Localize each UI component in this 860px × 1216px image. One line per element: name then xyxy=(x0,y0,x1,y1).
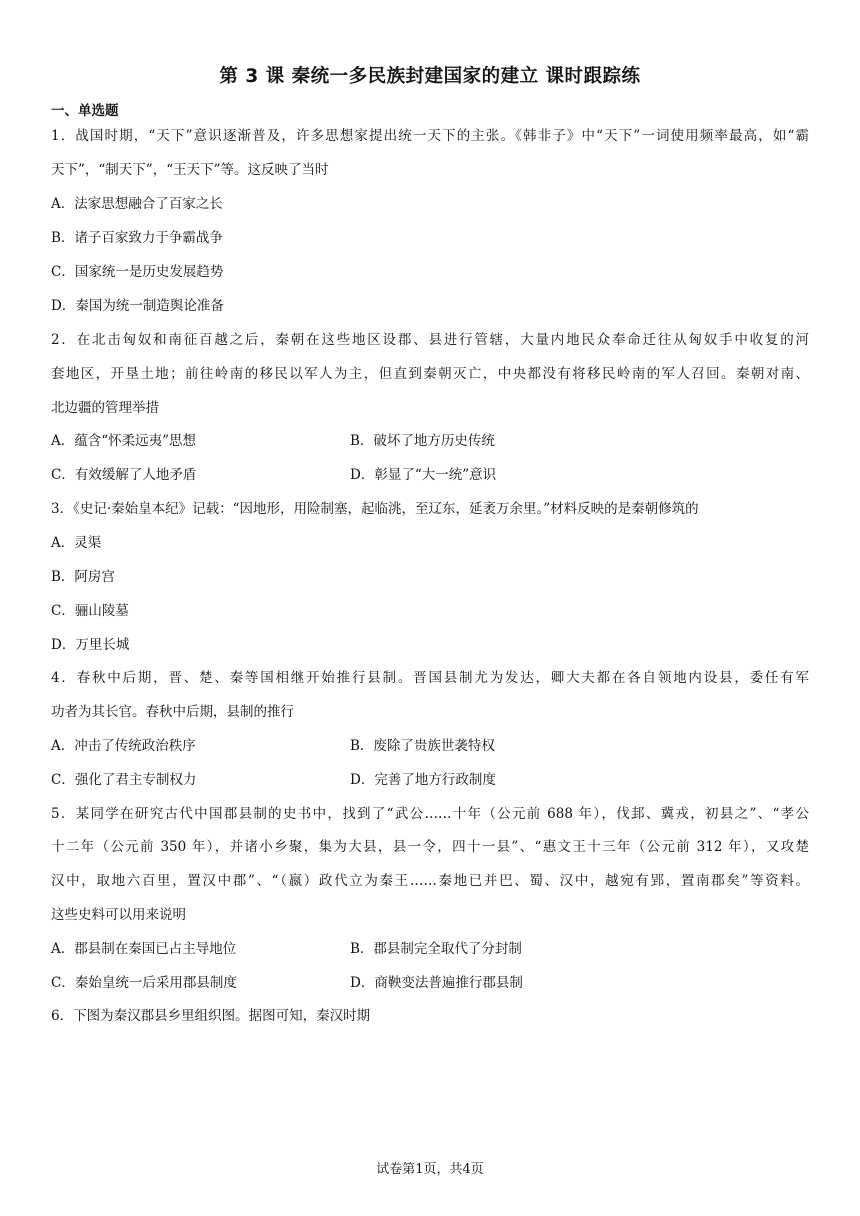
q2-option-d: D．彰显了“大一统”意识 xyxy=(350,467,497,483)
q5-stem-line-4: 这些史料可以用来说明 xyxy=(51,907,186,923)
q1-stem-line-1: 1．战国时期，“天下”意识逐渐普及，许多思想家提出统一天下的主张。《韩非子》中“天下”一词使用频率最高，如“霸 xyxy=(51,128,809,144)
q4-option-c: C．强化了君主专制权力 xyxy=(51,772,197,788)
q4-stem-line-1: 4．春秋中后期，晋、楚、秦等国相继开始推行县制。晋国县制尤为发达，卿大夫都在各自领地内设县，委任有军 xyxy=(51,670,809,686)
q1-option-c: C．国家统一是历史发展趋势 xyxy=(51,264,224,280)
q3-option-c: C．骊山陵墓 xyxy=(51,603,129,619)
page-footer: 试卷第1页，共4页 xyxy=(376,1162,484,1177)
q1-stem-line-2: 天下”，“制天下”，“王天下”等。这反映了当时 xyxy=(51,162,329,178)
q5-stem-line-2: 十二年（公元前 350 年），并诸小乡聚，集为大县，县一令，四十一县”、“惠文王十三年（公元前 312 年），又攻楚 xyxy=(51,839,809,855)
q5-stem-line-1: 5．某同学在研究古代中国郡县制的史书中，找到了“武公……十年（公元前 688 年），伐邽、冀戎，初县之”、“孝公 xyxy=(51,806,809,822)
q4-stem-line-2: 功者为其长官。春秋中后期，县制的推行 xyxy=(51,704,294,720)
q2-option-a: A．蕴含“怀柔远夷”思想 xyxy=(51,433,197,449)
q1-option-d: D．秦国为统一制造舆论准备 xyxy=(51,298,224,314)
q2-option-b: B．破坏了地方历史传统 xyxy=(350,433,495,449)
q3-option-a: A．灵渠 xyxy=(51,535,102,551)
section-heading: 一、单选题 xyxy=(51,103,119,119)
q6-stem-line-1: 6．下图为秦汉郡县乡里组织图。据图可知，秦汉时期 xyxy=(51,1008,371,1024)
q5-option-d: D．商鞅变法普遍推行郡县制 xyxy=(350,975,523,991)
q4-option-b: B．废除了贵族世袭特权 xyxy=(350,738,495,754)
q2-stem-line-2: 套地区，开垦土地；前往岭南的移民以军人为主，但直到秦朝灭亡，中央都没有将移民岭南的军人召回。秦朝对南、 xyxy=(51,366,809,382)
q4-option-a: A．冲击了传统政治秩序 xyxy=(51,738,196,754)
q3-stem-line-1: 3．《史记·秦始皇本纪》记载：“因地形，用险制塞，起临洮，至辽东，延袤万余里。”材料反映的是秦朝修筑的 xyxy=(51,501,699,517)
q5-stem-line-3: 汉中，取地六百里，置汉中郡”、“（嬴）政代立为秦王……秦地已并巴、蜀、汉中，越宛有郢，置南郡矣”等资料。 xyxy=(51,873,809,889)
q3-option-b: B．阿房宫 xyxy=(51,569,115,585)
q3-option-d: D．万里长城 xyxy=(51,637,130,653)
q2-stem-line-1: 2．在北击匈奴和南征百越之后，秦朝在这些地区设郡、县进行管辖，大量内地民众奉命迁往从匈奴手中收复的河 xyxy=(51,332,809,348)
q1-option-a: A．法家思想融合了百家之长 xyxy=(51,196,223,212)
q5-option-c: C．秦始皇统一后采用郡县制度 xyxy=(51,975,237,991)
q2-option-c: C．有效缓解了人地矛盾 xyxy=(51,467,197,483)
q1-option-b: B．诸子百家致力于争霸战争 xyxy=(51,230,223,246)
page-title: 第 3 课 秦统一多民族封建国家的建立 课时跟踪练 xyxy=(219,66,641,87)
q4-option-d: D．完善了地方行政制度 xyxy=(350,772,496,788)
q5-option-a: A．郡县制在秦国已占主导地位 xyxy=(51,941,237,957)
q5-option-b: B．郡县制完全取代了分封制 xyxy=(350,941,522,957)
q2-stem-line-3: 北边疆的管理举措 xyxy=(51,400,159,416)
